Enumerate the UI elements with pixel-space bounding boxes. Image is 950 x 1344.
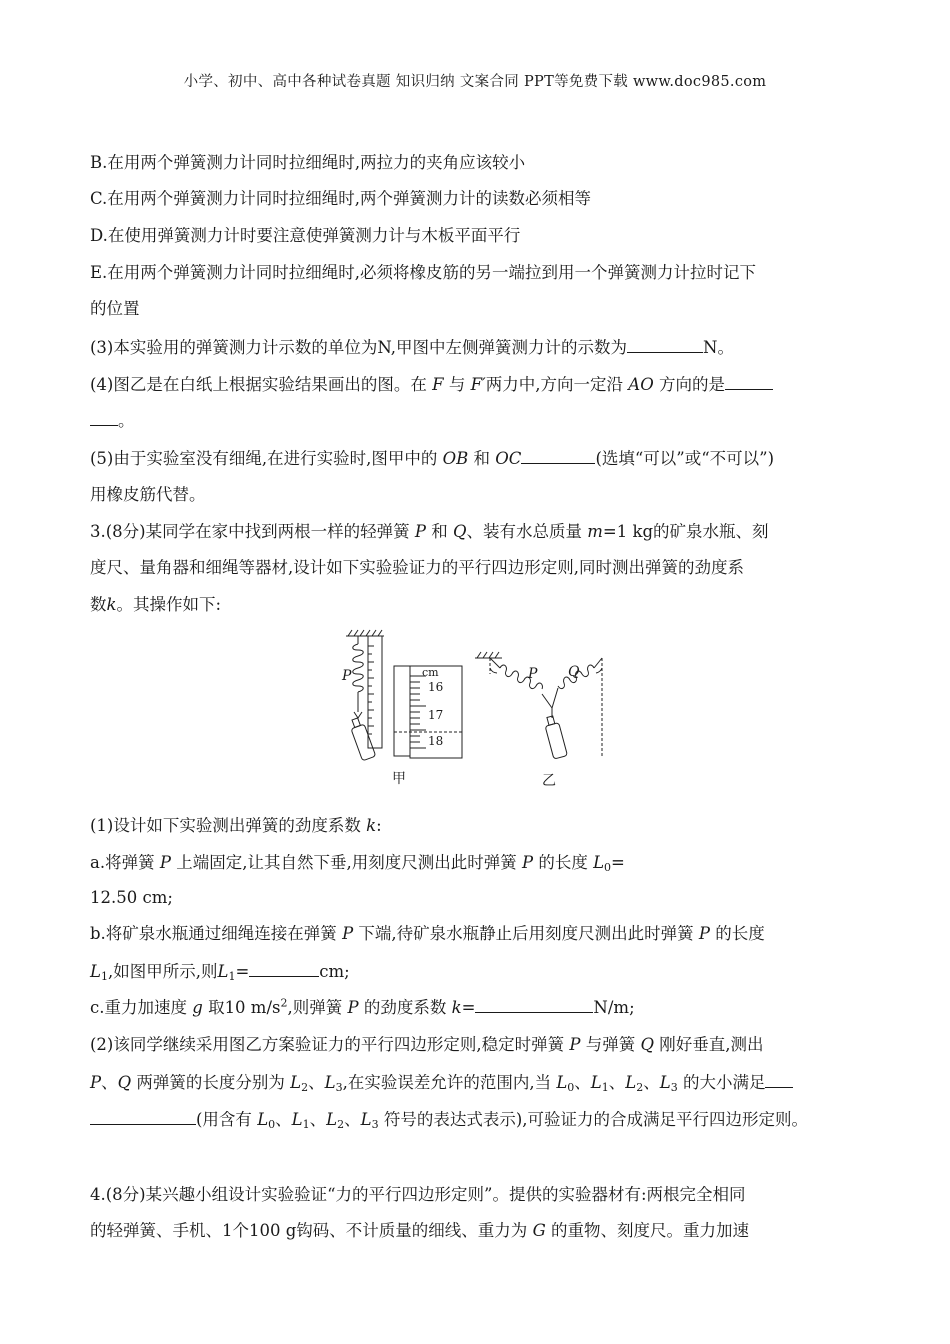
option-c: C.在用两个弹簧测力计同时拉细绳时,两个弹簧测力计的读数必须相等 [90,189,592,208]
q2-part5-cont: 用橡皮筋代替。 [90,485,206,504]
answer-blank [249,960,319,977]
option-e-line1: E.在用两个弹簧测力计同时拉细绳时,必须将橡皮筋的另一端拉到用一个弹簧测力计拉时记下 [90,263,757,282]
option-d: D.在使用弹簧测力计时要注意使弹簧测力计与木板平面平行 [90,226,521,245]
caption-yi: 乙 [542,773,556,789]
answer-blank [725,373,773,390]
q3-step2-line3: (用含有 $L_0$、$L_1$、$L_2$、$L_3$ 符号的表达式表示),可验证力的合成满足平行四边形定则。 [90,1108,870,1131]
q3-intro-line3: 数k。其操作如下: [90,595,222,614]
q3-step-b-cont: $L_1$,如图甲所示,则$L_1=$ cm; [90,962,350,983]
q3-intro-line2: 度尺、量角器和细绳等器材,设计如下实验验证力的平行四边形定则,同时测出弹簧的劲度系 [90,558,744,577]
answer-blank [627,336,703,353]
label-q: Q [568,664,580,680]
q3-step1: (1)设计如下实验测出弹簧的劲度系数 k: [90,816,382,835]
option-b: B.在用两个弹簧测力计同时拉细绳时,两拉力的夹角应该较小 [90,153,526,172]
answer-blank [521,447,595,464]
tick-18: 18 [428,734,444,748]
answer-blank [475,996,593,1013]
q3-step2: (2)该同学继续采用图乙方案验证力的平行四边形定则,稳定时弹簧 P 与弹簧 Q 刚好垂直,测出 [90,1035,764,1054]
q2-part4: (4)图乙是在白纸上根据实验结果画出的图。在 F 与 F′两力中,方向一定沿 AO 方向的是 [90,373,870,396]
q3-step-a-cont: 12.50 cm; [90,888,173,907]
tick-16: 16 [428,680,444,694]
q3-step-a: a.将弹簧 P 上端固定,让其自然下垂,用刻度尺测出此时弹簧 P 的长度 $L_0=$ [90,853,625,874]
q4-line2: 的轻弹簧、手机、1个100 g钩码、不计质量的细线、重力为 G 的重物、刻度尺。重力加速 [90,1221,749,1240]
option-e-line2: 的位置 [90,299,140,318]
q3-intro-line1: 3.(8分)某同学在家中找到两根一样的轻弹簧 P 和 Q、装有水总质量 m=1 kg的矿泉水瓶、刻 [90,522,769,541]
q4-line1: 4.(8分)某兴趣小组设计实验验证“力的平行四边形定则”。提供的实验器材有:两根完全相同 [90,1185,746,1204]
tick-17: 17 [428,708,444,722]
q2-part4-cont: 。 [90,409,870,432]
answer-blank [90,1108,196,1125]
spring-experiment-figure [330,628,620,788]
unit-cm: cm [422,666,439,679]
q3-step-c: c.重力加速度 g 取10 $m/s^2$,则弹簧 P 的劲度系数 k= N/m; [90,996,635,1017]
label-p-right: P [528,666,538,682]
label-p-left: P [342,668,352,684]
q2-part5: (5)由于实验室没有细绳,在进行实验时,图甲中的 OB 和 OC (选填“可以”或“不可以”) [90,449,775,468]
q2-part3: (3)本实验用的弹簧测力计示数的单位为N,甲图中左侧弹簧测力计的示数为 N。 [90,338,734,357]
answer-blank [90,409,118,426]
page-header: 小学、初中、高中各种试卷真题 知识归纳 文案合同 PPT等免费下载 www.doc985.com [183,74,767,90]
caption-jia: 甲 [392,771,406,787]
answer-blank [765,1071,793,1088]
q3-step2-line2: P、Q 两弹簧的长度分别为 $L_2$、$L_3$,在实验误差允许的范围内,当 $L_0$、$L_1$、$L_2$、$L_3$ 的大小满足 [90,1071,870,1094]
figure-drawing [330,628,620,788]
q3-step-b: b.将矿泉水瓶通过细绳连接在弹簧 P 下端,待矿泉水瓶静止后用刻度尺测出此时弹簧 P 的长度 [90,924,765,943]
